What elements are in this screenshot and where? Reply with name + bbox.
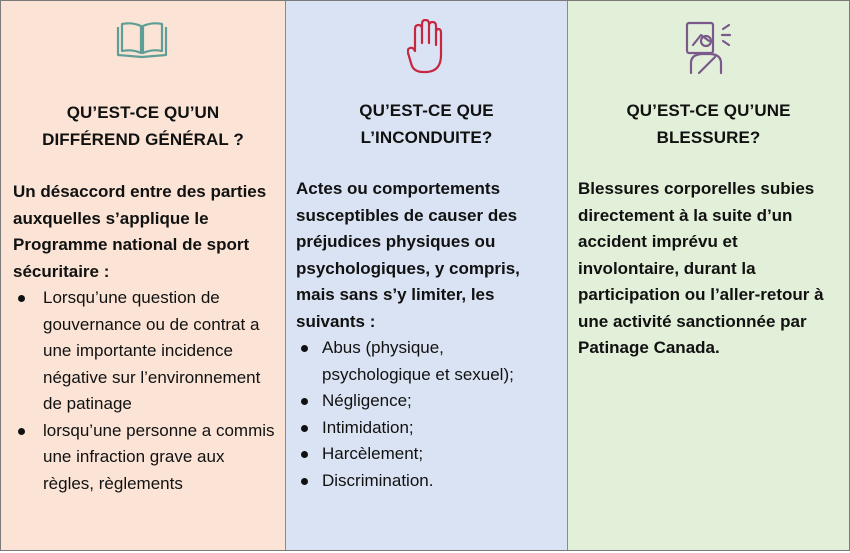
raised-hand-icon: [407, 19, 443, 80]
lead-text: Blessures corporelles subies directement à la suite d’un accident imprévu et involontaire, durant la participation ou l’aller-retour à une activité sanctionnée par Patinage Canada.: [578, 179, 824, 357]
column-body: [578, 176, 839, 362]
list-item: Négligence;: [296, 388, 557, 415]
list-item: Discrimination.: [296, 468, 557, 495]
column-injury: [567, 1, 849, 550]
open-book-icon: [114, 19, 170, 66]
column-title: QU’EST-CE QUE L’INCONDUITE?: [359, 101, 494, 147]
column-body: [13, 179, 275, 497]
column-misconduct: [285, 1, 567, 550]
list-item: Intimidation;: [296, 415, 557, 442]
list-item: Harcèlement;: [296, 441, 557, 468]
bullet-list: [296, 335, 557, 494]
list-item: lorsqu’une personne a commis une infraction grave aux règles, règlements: [13, 418, 275, 498]
column-title: QU’EST-CE QU’UNE BLESSURE?: [626, 101, 791, 147]
lead-text: Actes ou comportements susceptibles de causer des préjudices physiques ou psychologiques, y compris, mais sans s’y limiter, les suivants :: [296, 179, 520, 331]
list-item: Lorsqu’une question de gouvernance ou de contrat a une importante incidence négative sur l’environnement de patinage: [13, 285, 275, 418]
lead-text: Un désaccord entre des parties auxquelles s’applique le Programme national de sport sécuritaire :: [13, 182, 267, 281]
column-general-dispute: [1, 1, 285, 550]
list-item: Abus (physique, psychologique et sexuel);: [296, 335, 557, 388]
column-body: [296, 176, 557, 494]
column-title: QU’EST-CE QU’UN DIFFÉREND GÉNÉRAL ?: [42, 103, 244, 149]
bullet-list: [13, 285, 275, 497]
injured-person-icon: [685, 21, 733, 80]
